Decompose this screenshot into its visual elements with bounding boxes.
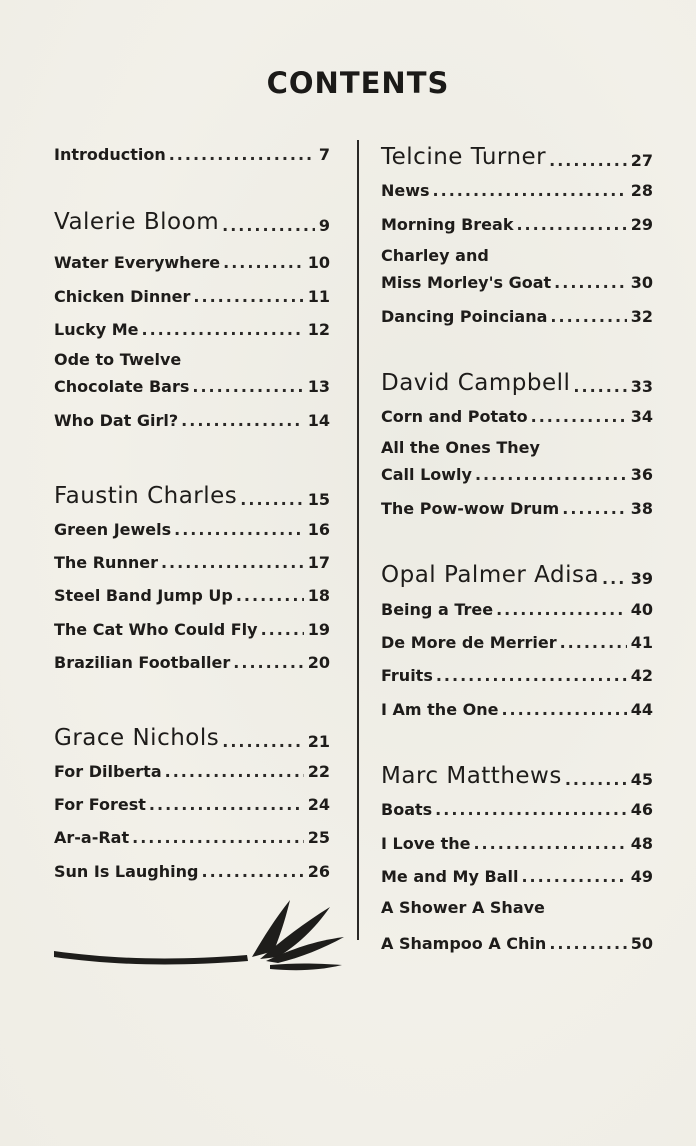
toc-entry[interactable] [381, 795, 653, 819]
dot-leader [169, 145, 315, 164]
entry-title: Boats [381, 800, 433, 819]
toc-entry[interactable] [381, 595, 653, 619]
dot-leader [565, 770, 627, 789]
toc-entry[interactable] [381, 862, 653, 886]
dot-leader [222, 732, 303, 751]
entry-title: Miss Morley's Goat [381, 273, 552, 292]
toc-entry[interactable] [381, 829, 653, 853]
toc-poet-heading[interactable] [381, 138, 653, 170]
entry-title: De More de Merrier [381, 633, 557, 652]
column-divider [357, 140, 359, 940]
toc-entry[interactable] [381, 929, 653, 953]
entry-page: 11 [307, 287, 330, 306]
entry-page: 27 [630, 151, 653, 170]
entry-title: I Am the One [381, 700, 499, 719]
entry-page: 29 [630, 215, 653, 234]
toc-entry[interactable] [381, 460, 653, 484]
dot-leader [193, 287, 303, 306]
toc-poet-heading[interactable] [381, 364, 653, 396]
toc-entry[interactable] [54, 615, 330, 639]
entry-title: I Love the [381, 834, 471, 853]
entry-page: 24 [307, 795, 330, 814]
dot-leader [181, 411, 304, 430]
entry-title: Corn and Potato [381, 407, 528, 426]
toc-entry[interactable] [381, 176, 653, 200]
dot-leader [261, 620, 304, 639]
dot-leader [602, 569, 627, 588]
toc-poet-heading[interactable] [54, 477, 330, 509]
dot-leader [562, 499, 627, 518]
entry-page: 32 [630, 307, 653, 326]
poet-name: Faustin Charles [54, 483, 238, 509]
toc-entry[interactable] [54, 790, 330, 814]
toc-entry[interactable] [54, 857, 330, 881]
entry-title: The Runner [54, 553, 158, 572]
dot-leader [549, 934, 626, 953]
toc-entry-introduction[interactable] [54, 140, 330, 164]
toc-entry[interactable] [54, 648, 330, 672]
dot-leader [223, 253, 304, 272]
dot-leader [549, 151, 627, 170]
toc-entry[interactable] [54, 248, 330, 272]
entry-page: 10 [307, 253, 330, 272]
dot-leader [236, 586, 304, 605]
dot-leader [554, 273, 627, 292]
entry-title: Lucky Me [54, 320, 139, 339]
dot-leader [233, 653, 303, 672]
entry-page: 39 [630, 569, 653, 588]
dot-leader [192, 377, 303, 396]
entry-page: 14 [307, 411, 330, 430]
entry-page: 33 [630, 377, 653, 396]
dot-leader [496, 600, 627, 619]
dot-leader [165, 762, 304, 781]
entry-page: 48 [630, 834, 653, 853]
toc-entry[interactable] [381, 695, 653, 719]
dot-leader [560, 633, 627, 652]
dot-leader [521, 867, 626, 886]
dot-leader [531, 407, 627, 426]
dot-leader [149, 795, 304, 814]
dot-leader [222, 216, 315, 235]
entry-page: 20 [307, 653, 330, 672]
entry-page: 50 [630, 934, 653, 953]
dot-leader [573, 377, 626, 396]
entry-page: 34 [630, 407, 653, 426]
toc-poet-heading[interactable] [381, 556, 653, 588]
toc-entry[interactable] [381, 302, 653, 326]
entry-title: Chicken Dinner [54, 287, 191, 306]
entry-title: Brazilian Footballer [54, 653, 231, 672]
toc-entry[interactable] [54, 282, 330, 306]
entry-page: 9 [318, 216, 330, 235]
entry-title: Chocolate Bars [54, 377, 190, 396]
toc-entry[interactable] [54, 406, 330, 430]
dot-leader [433, 181, 627, 200]
entry-title: Being a Tree [381, 600, 494, 619]
dot-leader [501, 700, 626, 719]
brush-leaf-decoration [52, 885, 352, 975]
poet-name: Telcine Turner [381, 144, 547, 170]
toc-poet-heading[interactable] [54, 719, 330, 751]
entry-title: News [381, 181, 430, 200]
entry-title: Sun Is Laughing [54, 862, 199, 881]
dot-leader [436, 666, 627, 685]
toc-entry[interactable] [381, 494, 653, 518]
entry-title-line1: Ode to Twelve [54, 350, 182, 369]
entry-page: 18 [307, 586, 330, 605]
dot-leader [132, 828, 304, 847]
toc-entry[interactable] [54, 823, 330, 847]
toc-entry[interactable] [381, 402, 653, 426]
entry-page: 22 [307, 762, 330, 781]
entry-page: 38 [630, 499, 653, 518]
page-title: CONTENTS [266, 66, 450, 100]
toc-entry[interactable] [381, 268, 653, 292]
dot-leader [240, 490, 303, 509]
dot-leader [435, 800, 627, 819]
dot-leader [516, 215, 626, 234]
entry-title: Water Everywhere [54, 253, 221, 272]
entry-page: 36 [630, 465, 653, 484]
entry-page: 28 [630, 181, 653, 200]
entry-page: 21 [307, 732, 330, 751]
entry-page: 15 [307, 490, 330, 509]
toc-entry[interactable] [54, 581, 330, 605]
toc-entry[interactable] [54, 757, 330, 781]
poet-name: Valerie Bloom [54, 209, 220, 235]
entry-title: For Forest [54, 795, 146, 814]
entry-title: Who Dat Girl? [54, 411, 179, 430]
toc-poet-heading[interactable] [381, 757, 653, 789]
entry-title: Dancing Poinciana [381, 307, 548, 326]
dot-leader [201, 862, 303, 881]
entry-title: Morning Break [381, 215, 514, 234]
toc-entry[interactable] [54, 548, 330, 572]
toc-entry[interactable] [381, 628, 653, 652]
toc-poet-heading[interactable] [54, 203, 330, 235]
entry-title: The Cat Who Could Fly [54, 620, 258, 639]
entry-page: 12 [307, 320, 330, 339]
dot-leader [550, 307, 626, 326]
toc-entry[interactable] [54, 315, 330, 339]
toc-entry[interactable] [381, 661, 653, 685]
entry-page: 46 [630, 800, 653, 819]
entry-title: Green Jewels [54, 520, 172, 539]
entry-page: 49 [630, 867, 653, 886]
toc-entry[interactable] [54, 515, 330, 539]
entry-page: 16 [307, 520, 330, 539]
dot-leader [475, 465, 627, 484]
entry-page: 42 [630, 666, 653, 685]
toc-entry[interactable] [54, 372, 330, 396]
dot-leader [473, 834, 626, 853]
entry-title: Me and My Ball [381, 867, 519, 886]
poet-name: Opal Palmer Adisa [381, 562, 600, 588]
entry-title: Ar-a-Rat [54, 828, 130, 847]
entry-page: 26 [307, 862, 330, 881]
entry-page: 41 [630, 633, 653, 652]
entry-page: 40 [630, 600, 653, 619]
entry-title: For Dilberta [54, 762, 162, 781]
poet-name: Grace Nichols [54, 725, 220, 751]
entry-page: 44 [630, 700, 653, 719]
entry-title: Steel Band Jump Up [54, 586, 233, 605]
toc-entry[interactable] [381, 210, 653, 234]
dot-leader [141, 320, 303, 339]
entry-page: 13 [307, 377, 330, 396]
entry-title-line1: Charley and [381, 246, 489, 265]
entry-title: A Shampoo A Chin [381, 934, 547, 953]
entry-title: Call Lowly [381, 465, 472, 484]
dot-leader [174, 520, 304, 539]
entry-title-line1: A Shower A Shave [381, 898, 545, 917]
entry-title: Introduction [54, 145, 166, 164]
entry-title: Fruits [381, 666, 433, 685]
entry-page: 25 [307, 828, 330, 847]
entry-page: 30 [630, 273, 653, 292]
poet-name: David Campbell [381, 370, 571, 396]
entry-title-line1: All the Ones They [381, 438, 540, 457]
entry-title: The Pow-wow Drum [381, 499, 560, 518]
dot-leader [161, 553, 304, 572]
entry-page: 45 [630, 770, 653, 789]
entry-page: 19 [307, 620, 330, 639]
entry-page: 7 [318, 145, 330, 164]
entry-page: 17 [307, 553, 330, 572]
poet-name: Marc Matthews [381, 763, 562, 789]
